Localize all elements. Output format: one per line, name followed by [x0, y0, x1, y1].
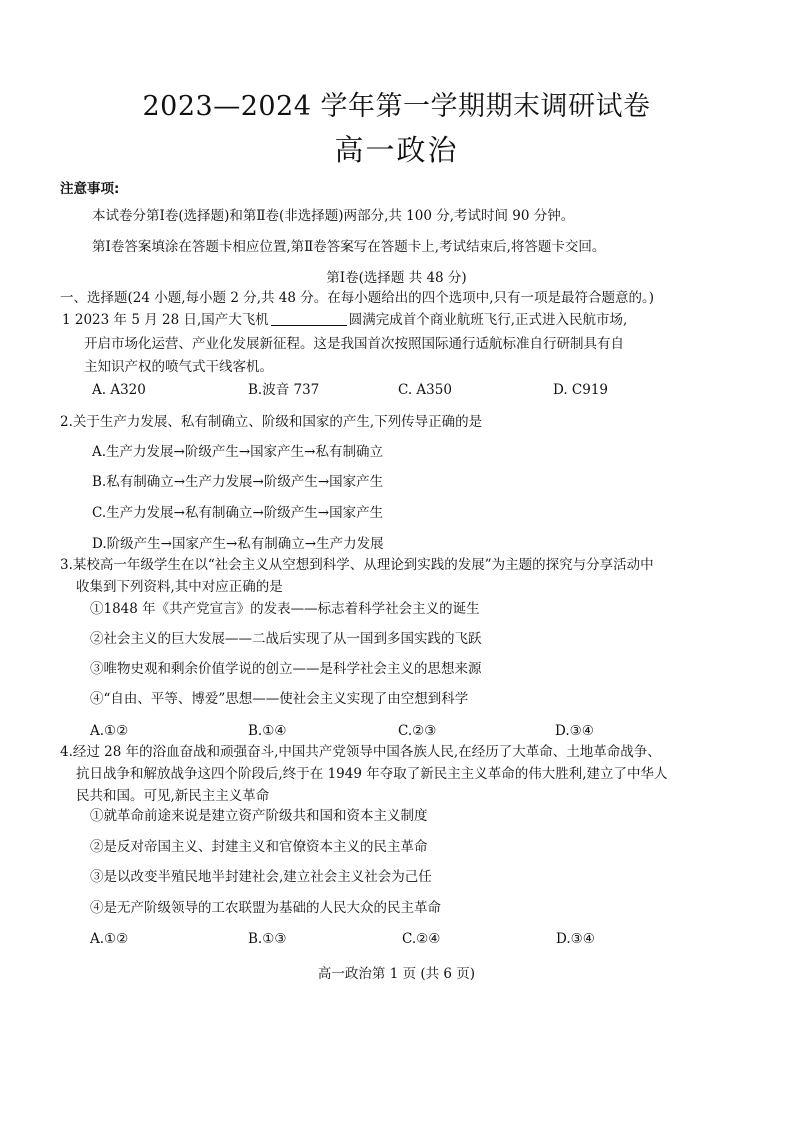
- question-4-line-3: 民共和国。可见,新民主主义革命: [76, 788, 270, 804]
- notice-heading: 注意事项:: [60, 181, 120, 197]
- question-4-line-1: 4.经过 28 年的浴血奋战和顽强奋斗,中国共产党领导中国各族人民,在经历了大革命、土地革命战争、: [60, 744, 661, 760]
- question-4-statement-4: ④是无产阶级领导的工农联盟为基础的人民大众的民主革命: [90, 900, 441, 916]
- question-3-option-c: C.②③: [398, 723, 437, 739]
- question-1-line-2: 开启市场化运营、产业化发展新征程。这是我国首次按照国际通行适航标准自行研制具有自: [84, 336, 624, 352]
- question-2-option-d: D.阶级产生→国家产生→私有制确立→生产力发展: [92, 536, 384, 552]
- question-1-line-3: 主知识产权的喷气式干线客机。: [84, 359, 273, 375]
- question-3-option-b: B.①④: [248, 723, 287, 739]
- question-3-statement-4: ④“自由、平等、博爱”思想——使社会主义实现了由空想到科学: [90, 691, 469, 707]
- question-2-option-c: C.生产力发展→私有制确立→阶级产生→国家产生: [92, 505, 384, 521]
- question-1-option-a: A. A320: [92, 382, 146, 398]
- notice-line-2: 第Ⅰ卷答案填涂在答题卡相应位置,第Ⅱ卷答案写在答题卡上,考试结束后,将答题卡交回。: [92, 239, 606, 255]
- question-3-line-2: 收集到下列资料,其中对应正确的是: [76, 579, 283, 595]
- question-3-statement-3: ③唯物史观和剩余价值学说的创立——是科学社会主义的思想来源: [90, 661, 482, 677]
- question-4-statement-1: ①就革命前途来说是建立资产阶级共和国和资本主义制度: [90, 808, 428, 824]
- section-title: 第Ⅰ卷(选择题 共 48 分): [326, 270, 467, 286]
- question-1-stem-part-2: 圆满完成首个商业航班飞行,正式进入民航市场,: [348, 312, 628, 328]
- question-4-option-b: B.①③: [248, 931, 287, 947]
- question-3-option-d: D.③④: [555, 723, 594, 739]
- question-3-option-a: A.①②: [90, 723, 129, 739]
- question-1-line-1: [62, 311, 627, 329]
- answer-blank: [271, 311, 347, 326]
- question-4-option-d: D.③④: [556, 931, 595, 947]
- question-3-line-1: 3.某校高一年级学生在以“社会主义从空想到科学、从理论到实践的发展”为主题的探究与分享活动中: [60, 557, 654, 573]
- exam-title: 2023—2024 学年第一学期期末调研试卷: [142, 91, 651, 122]
- question-3-statement-2: ②社会主义的巨大发展——二战后实现了从一国到多国实践的飞跃: [90, 631, 482, 647]
- question-4-option-a: A.①②: [90, 931, 129, 947]
- page-footer: 高一政治第 1 页 (共 6 页): [317, 966, 476, 982]
- question-3-statement-1: ①1848 年《共产党宣言》的发表——标志着科学社会主义的诞生: [90, 601, 480, 617]
- question-1-stem-part-1: 1 2023 年 5 月 28 日,国产大飞机: [62, 312, 269, 328]
- question-1-option-c: C. A350: [398, 382, 452, 398]
- question-2-option-b: B.私有制确立→生产力发展→阶级产生→国家产生: [92, 474, 384, 490]
- question-4-line-2: 抗日战争和解放战争这四个阶段后,终于在 1949 年夺取了新民主主义革命的伟大胜利,建立了中华人: [76, 766, 668, 782]
- question-2-stem: 2.关于生产力发展、私有制确立、阶级和国家的产生,下列传导正确的是: [60, 414, 483, 430]
- question-1-option-d: D. C919: [553, 382, 609, 398]
- question-4-statement-3: ③是以改变半殖民地半封建社会,建立社会主义社会为己任: [90, 869, 432, 885]
- notice-line-1: 本试卷分第Ⅰ卷(选择题)和第Ⅱ卷(非选择题)两部分,共 100 分,考试时间 90 分钟。: [92, 208, 575, 224]
- exam-subject: 高一政治: [334, 133, 459, 167]
- question-4-statement-2: ②是反对帝国主义、封建主义和官僚资本主义的民主革命: [90, 839, 428, 855]
- section-instruction: 一、选择题(24 小题,每小题 2 分,共 48 分。在每小题给出的四个选项中,只有一项是最符合题意的。): [60, 290, 655, 306]
- question-2-option-a: A.生产力发展→阶级产生→国家产生→私有制确立: [92, 444, 383, 460]
- question-4-option-c: C.②④: [402, 931, 441, 947]
- question-1-option-b: B.波音 737: [248, 382, 320, 398]
